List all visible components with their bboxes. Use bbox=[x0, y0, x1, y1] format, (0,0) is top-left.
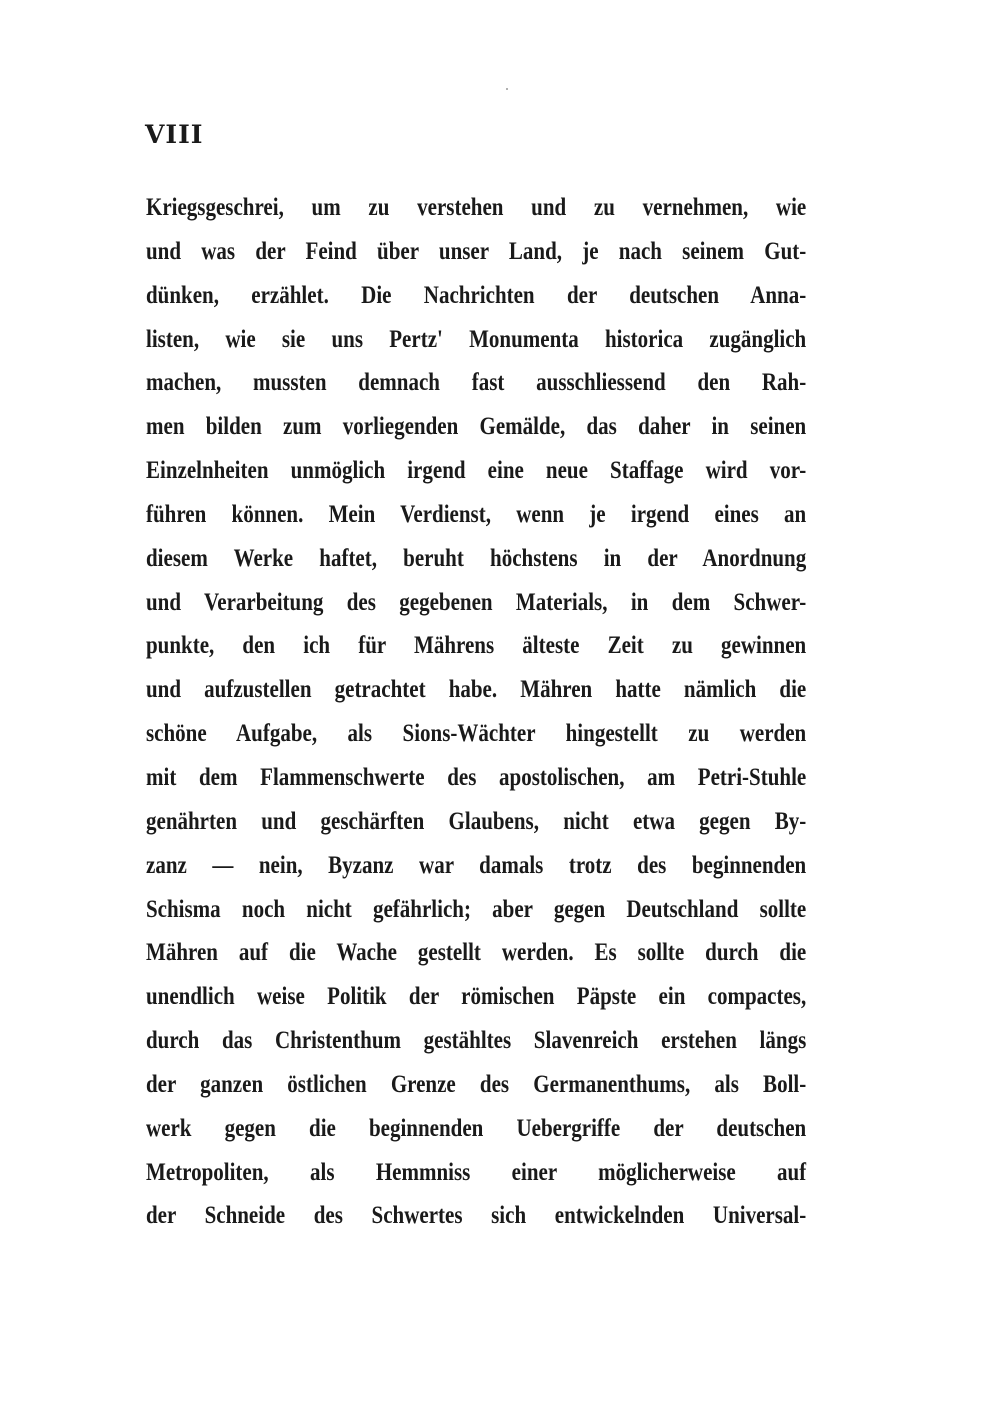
text-line: Kriegsgeschrei, um zu verstehen und zu vernehmen, wie bbox=[146, 194, 807, 221]
text-line: werk gegen die beginnenden Uebergriffe der deutschen bbox=[146, 1114, 807, 1142]
text-line: unendlich weise Politik der römischen Päpste ein compactes, bbox=[146, 983, 807, 1011]
text-line: zanz — nein, Byzanz war damals trotz des beginnenden bbox=[146, 851, 807, 879]
print-speck bbox=[506, 88, 508, 90]
body-text bbox=[146, 186, 806, 1238]
text-line: der ganzen östlichen Grenze des Germanenthums, als Boll- bbox=[146, 1070, 807, 1098]
text-line: durch das Christenthum gestähltes Slavenreich erstehen längs bbox=[146, 1027, 807, 1055]
text-line: dünken, erzählet. Die Nachrichten der deutschen Anna- bbox=[146, 281, 807, 309]
text-line: men bilden zum vorliegenden Gemälde, das daher in seinen bbox=[146, 413, 807, 441]
text-line: punkte, den ich für Mährens älteste Zeit zu gewinnen bbox=[146, 632, 807, 660]
text-line: mit dem Flammenschwerte des apostolischen, am Petri-Stuhle bbox=[146, 763, 807, 791]
text-line: genährten und geschärften Glaubens, nicht etwa gegen By- bbox=[146, 807, 807, 835]
text-line: diesem Werke haftet, beruht höchstens in der Anordnung bbox=[146, 544, 807, 572]
text-line: führen können. Mein Verdienst, wenn je irgend eines an bbox=[146, 500, 807, 528]
text-line: Schisma noch nicht gefährlich; aber gegen Deutschland sollte bbox=[146, 895, 807, 923]
text-line: und aufzustellen getrachtet habe. Mähren hatte nämlich die bbox=[146, 676, 807, 704]
text-line: machen, mussten demnach fast ausschliessend den Rah- bbox=[146, 369, 807, 397]
text-line: und was der Feind über unser Land, je nach seinem Gut- bbox=[146, 237, 807, 265]
text-line: Metropoliten, als Hemmniss einer möglicherweise auf bbox=[146, 1158, 807, 1186]
text-line: und Verarbeitung des gegebenen Materials, in dem Schwer- bbox=[146, 588, 807, 616]
text-line: der Schneide des Schwertes sich entwickelnden Universal- bbox=[146, 1202, 807, 1230]
text-line: schöne Aufgabe, als Sions-Wächter hingestellt zu werden bbox=[146, 720, 807, 748]
text-line: listen, wie sie uns Pertz' Monumenta historica zugänglich bbox=[146, 325, 807, 353]
page-number: VIII bbox=[145, 120, 204, 149]
text-line: Einzelnheiten unmöglich irgend eine neue Staffage wird vor- bbox=[146, 457, 807, 485]
text-line: Mähren auf die Wache gestellt werden. Es sollte durch die bbox=[146, 939, 807, 967]
